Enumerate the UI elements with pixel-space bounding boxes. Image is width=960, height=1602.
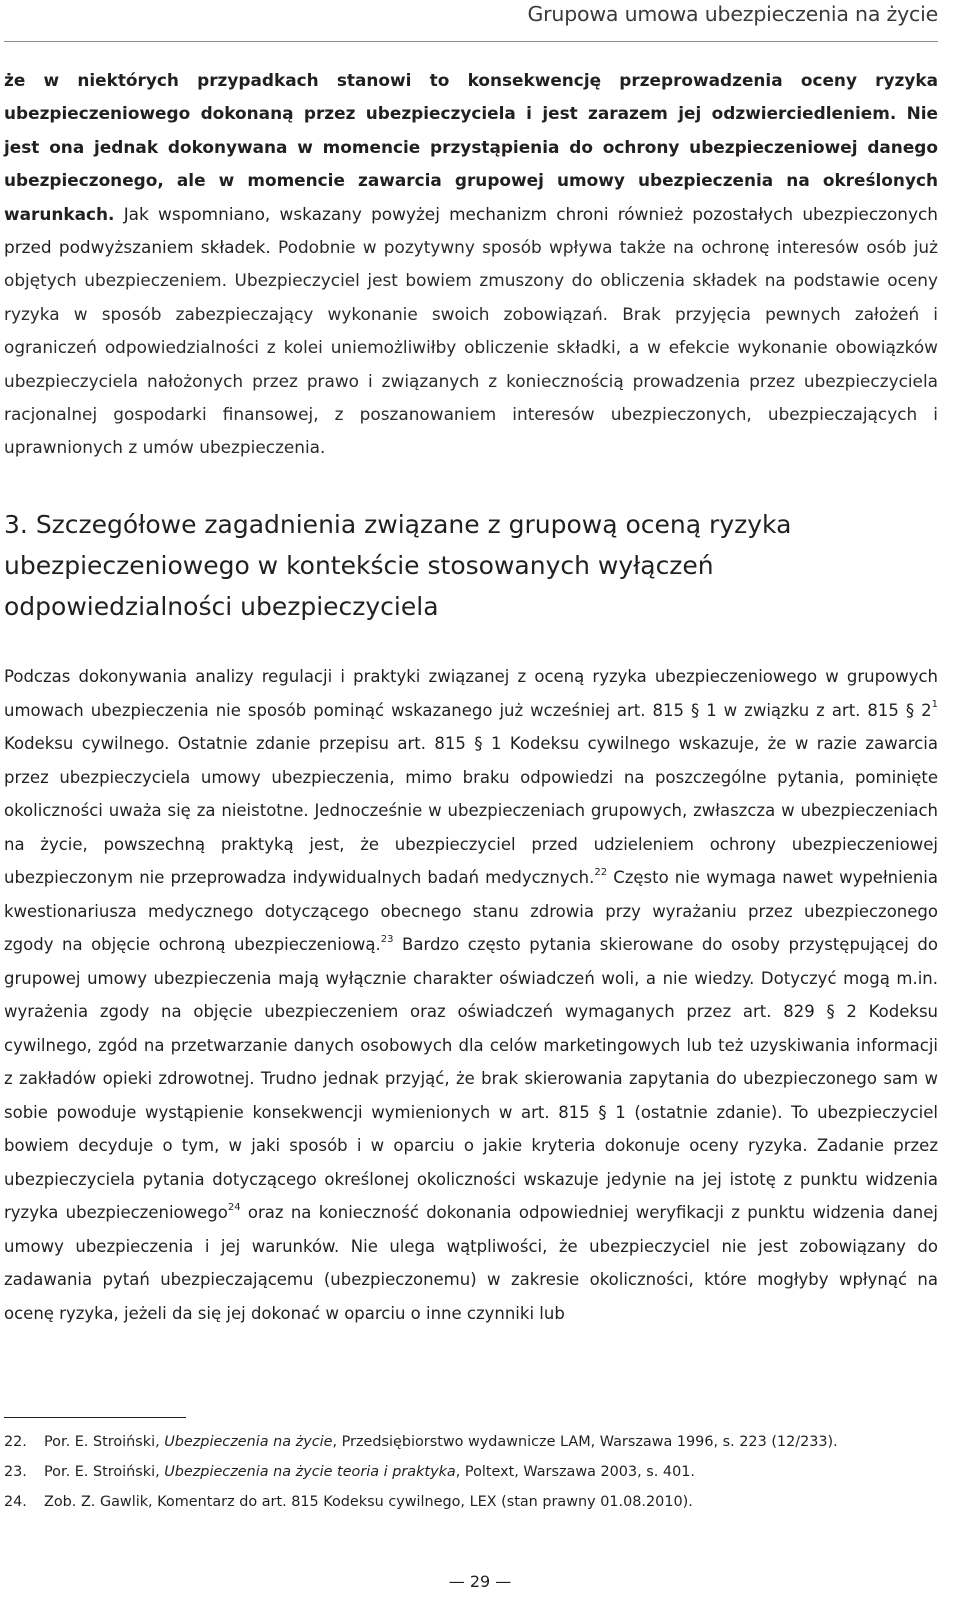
footnote-title: Ubezpieczenia na życie bbox=[164, 1434, 333, 1450]
paragraph-1-part-3: Podobnie w pozytywny sposób wpływa także na ochronę interesów osób już objętych ubezpieczeniem. Ubezpieczyciel jest bowiem zmuszony do obliczenia składek na podstawie oceny ryzyka w sposób zabezpieczający wykonanie swoich zobowiązań. Brak przyjęcia pewnych założeń i ograniczeń odpowiedzialności z kolei uniemożliwiłby obliczenie składki, a w efekcie wykonanie obowiązków ubezpieczyciela nałożonych przez prawo i związanych z koniecznością prowadzenia przez ubezpieczyciela racjonalnej gospodarki finansowej, z poszanowaniem interesów ubezpieczonych, ubezpieczających i uprawnionych z umów ubezpieczenia. bbox=[4, 237, 939, 458]
footnote-text bbox=[44, 1487, 693, 1517]
footnote-ref-23[interactable]: 23 bbox=[380, 933, 394, 945]
paragraph-2-seg-3: Często nie wymaga nawet wypełnienia kwestionariusza medycznego dotyczącego obecnego stanu zdrowia przy wyrażaniu przez ubezpieczonego zgody na objęcie ochroną ubezpieczeniową. bbox=[4, 868, 938, 954]
footnote-post: , Poltext, Warszawa 2003, s. 401. bbox=[455, 1464, 695, 1480]
footnote-number: 24. bbox=[4, 1494, 27, 1510]
paragraph-2-seg-4: Bardzo często pytania skierowane do osoby przystępującej do grupowej umowy ubezpieczenia mają wyłącznie charakter oświadczeń woli, a nie wiedzy. Dotyczyć mogą m.in. wyrażenia zgody na objęcie ubezpieczeniem oraz oświadczeń wymaganych przez art. 829 § 2 Kodeksu cywilnego, zgód na przetwarzanie danych osobowych dla celów marketingowych lub też uzyskiwania informacji z zakładów opieki zdrowotnej. Trudno jednak przyjąć, że brak skierowania zapytania do ubezpieczonego sam w sobie powoduje wystąpienie konsekwencji wymienionych w art. 815 § 1 (ostatnie zdanie). To ubezpieczyciel bowiem decyduje o tym, w jaki sposób i w oparciu o jakie kryteria dokonuje oceny ryzyka. Zadanie przez ubezpieczyciela pytania dotyczącego określonej okoliczności wskazuje jedynie na jej istotę z punktu widzenia ryzyka ubezpieczeniowego bbox=[4, 935, 938, 1222]
footnote-pre: Por. E. Stroiński, bbox=[44, 1434, 165, 1450]
footnote-text bbox=[44, 1427, 838, 1457]
footnote-number: 22. bbox=[4, 1434, 27, 1450]
paragraph-1-part-2: Jak wspomniano, wskazany powyżej mechanizm chroni również pozostałych ubezpieczonych przed podwyższaniem składek. bbox=[4, 203, 939, 258]
footnote-24 bbox=[4, 1487, 938, 1517]
footnote-title: Ubezpieczenia na życie teoria i praktyka bbox=[164, 1464, 456, 1480]
section-title: Szczegółowe zagadnienia związane z grupową oceną ryzyka ubezpieczeniowego w kontekście stosowanych wyłączeń odpowiedzialności ubezpieczyciela bbox=[4, 510, 792, 621]
paragraph-1 bbox=[4, 64, 938, 465]
footnote-ref-22[interactable]: 22 bbox=[594, 866, 608, 878]
footnote-number: 23. bbox=[4, 1464, 27, 1480]
footnote-22 bbox=[4, 1427, 938, 1457]
paragraph-2-seg-2: Kodeksu cywilnego. Ostatnie zdanie przepisu art. 815 § 1 Kodeksu cywilnego wskazuje, że w razie zawarcia przez ubezpieczyciela umowy ubezpieczenia, mimo braku odpowiedzi na poszczególne pytania, pominięte okoliczności uważa się za nieistotne. Jednocześnie w ubezpieczeniach grupowych, zwłaszcza w ubezpieczeniach na życie, powszechną praktyką jest, że ubezpieczyciel przed udzieleniem ochrony ubezpieczeniowej ubezpieczonym nie przeprowadza indywidualnych badań medycznych. bbox=[4, 734, 938, 887]
footnote-rule bbox=[4, 1417, 186, 1418]
running-header: Grupowa umowa ubezpieczenia na życie bbox=[527, 2, 938, 26]
footnote-text bbox=[44, 1457, 695, 1487]
header-rule bbox=[4, 41, 938, 42]
footnote-list bbox=[4, 1427, 938, 1517]
section-number: 3. bbox=[4, 510, 28, 539]
footnote-pre: Por. E. Stroiński, bbox=[44, 1464, 165, 1480]
paragraph-2-seg-5: oraz na konieczność dokonania odpowiedniej weryfikacji z punktu widzenia danej umowy ubezpieczenia i jej warunków. Nie ulega wątpliwości, że ubezpieczyciel nie jest zobowiązany do zadawania pytań ubezpieczającemu (ubezpieczonemu) w zakresie okoliczności, które mogłyby wpłynąć na ocenę ryzyka, jeżeli da się jej dokonać w oparciu o inne czynniki lub bbox=[4, 1203, 938, 1323]
section-heading bbox=[4, 504, 884, 627]
paragraph-2-seg-1: Podczas dokonywania analizy regulacji i praktyki związanej z oceną ryzyka ubezpieczeniowego w grupowych umowach ubezpieczenia nie sposób pominąć wskazanego już wcześniej art. 815 § 1 w związku z art. 815 § 2 bbox=[4, 667, 938, 720]
footnote-post: , Przedsiębiorstwo wydawnicze LAM, Warszawa 1996, s. 223 (12/233). bbox=[332, 1434, 838, 1450]
footnote-ref-24[interactable]: 24 bbox=[227, 1201, 241, 1213]
footnote-23 bbox=[4, 1457, 938, 1487]
paragraph-1-lead: że w niektórych przypadkach stanowi to konsekwencję przeprowadzenia oceny ryzyka ubezpieczeniowego dokonaną przez ubezpieczyciela i jest zarazem jej odzwierciedleniem. Nie jest ona jednak dokonywana w momencie przystąpienia do ochrony ubezpieczeniowej danego ubezpieczonego, ale w momencie zawarcia grupowej umowy ubezpieczenia na określonych warunkach. bbox=[4, 70, 938, 224]
paragraph-2 bbox=[4, 660, 938, 1330]
footnote-pre: Zob. Z. Gawlik, Komentarz do art. 815 Kodeksu cywilnego, LEX (stan prawny 01.08.2010). bbox=[44, 1494, 693, 1510]
page-number: — 29 — bbox=[448, 1572, 512, 1591]
superscript-1: 1 bbox=[931, 699, 938, 710]
